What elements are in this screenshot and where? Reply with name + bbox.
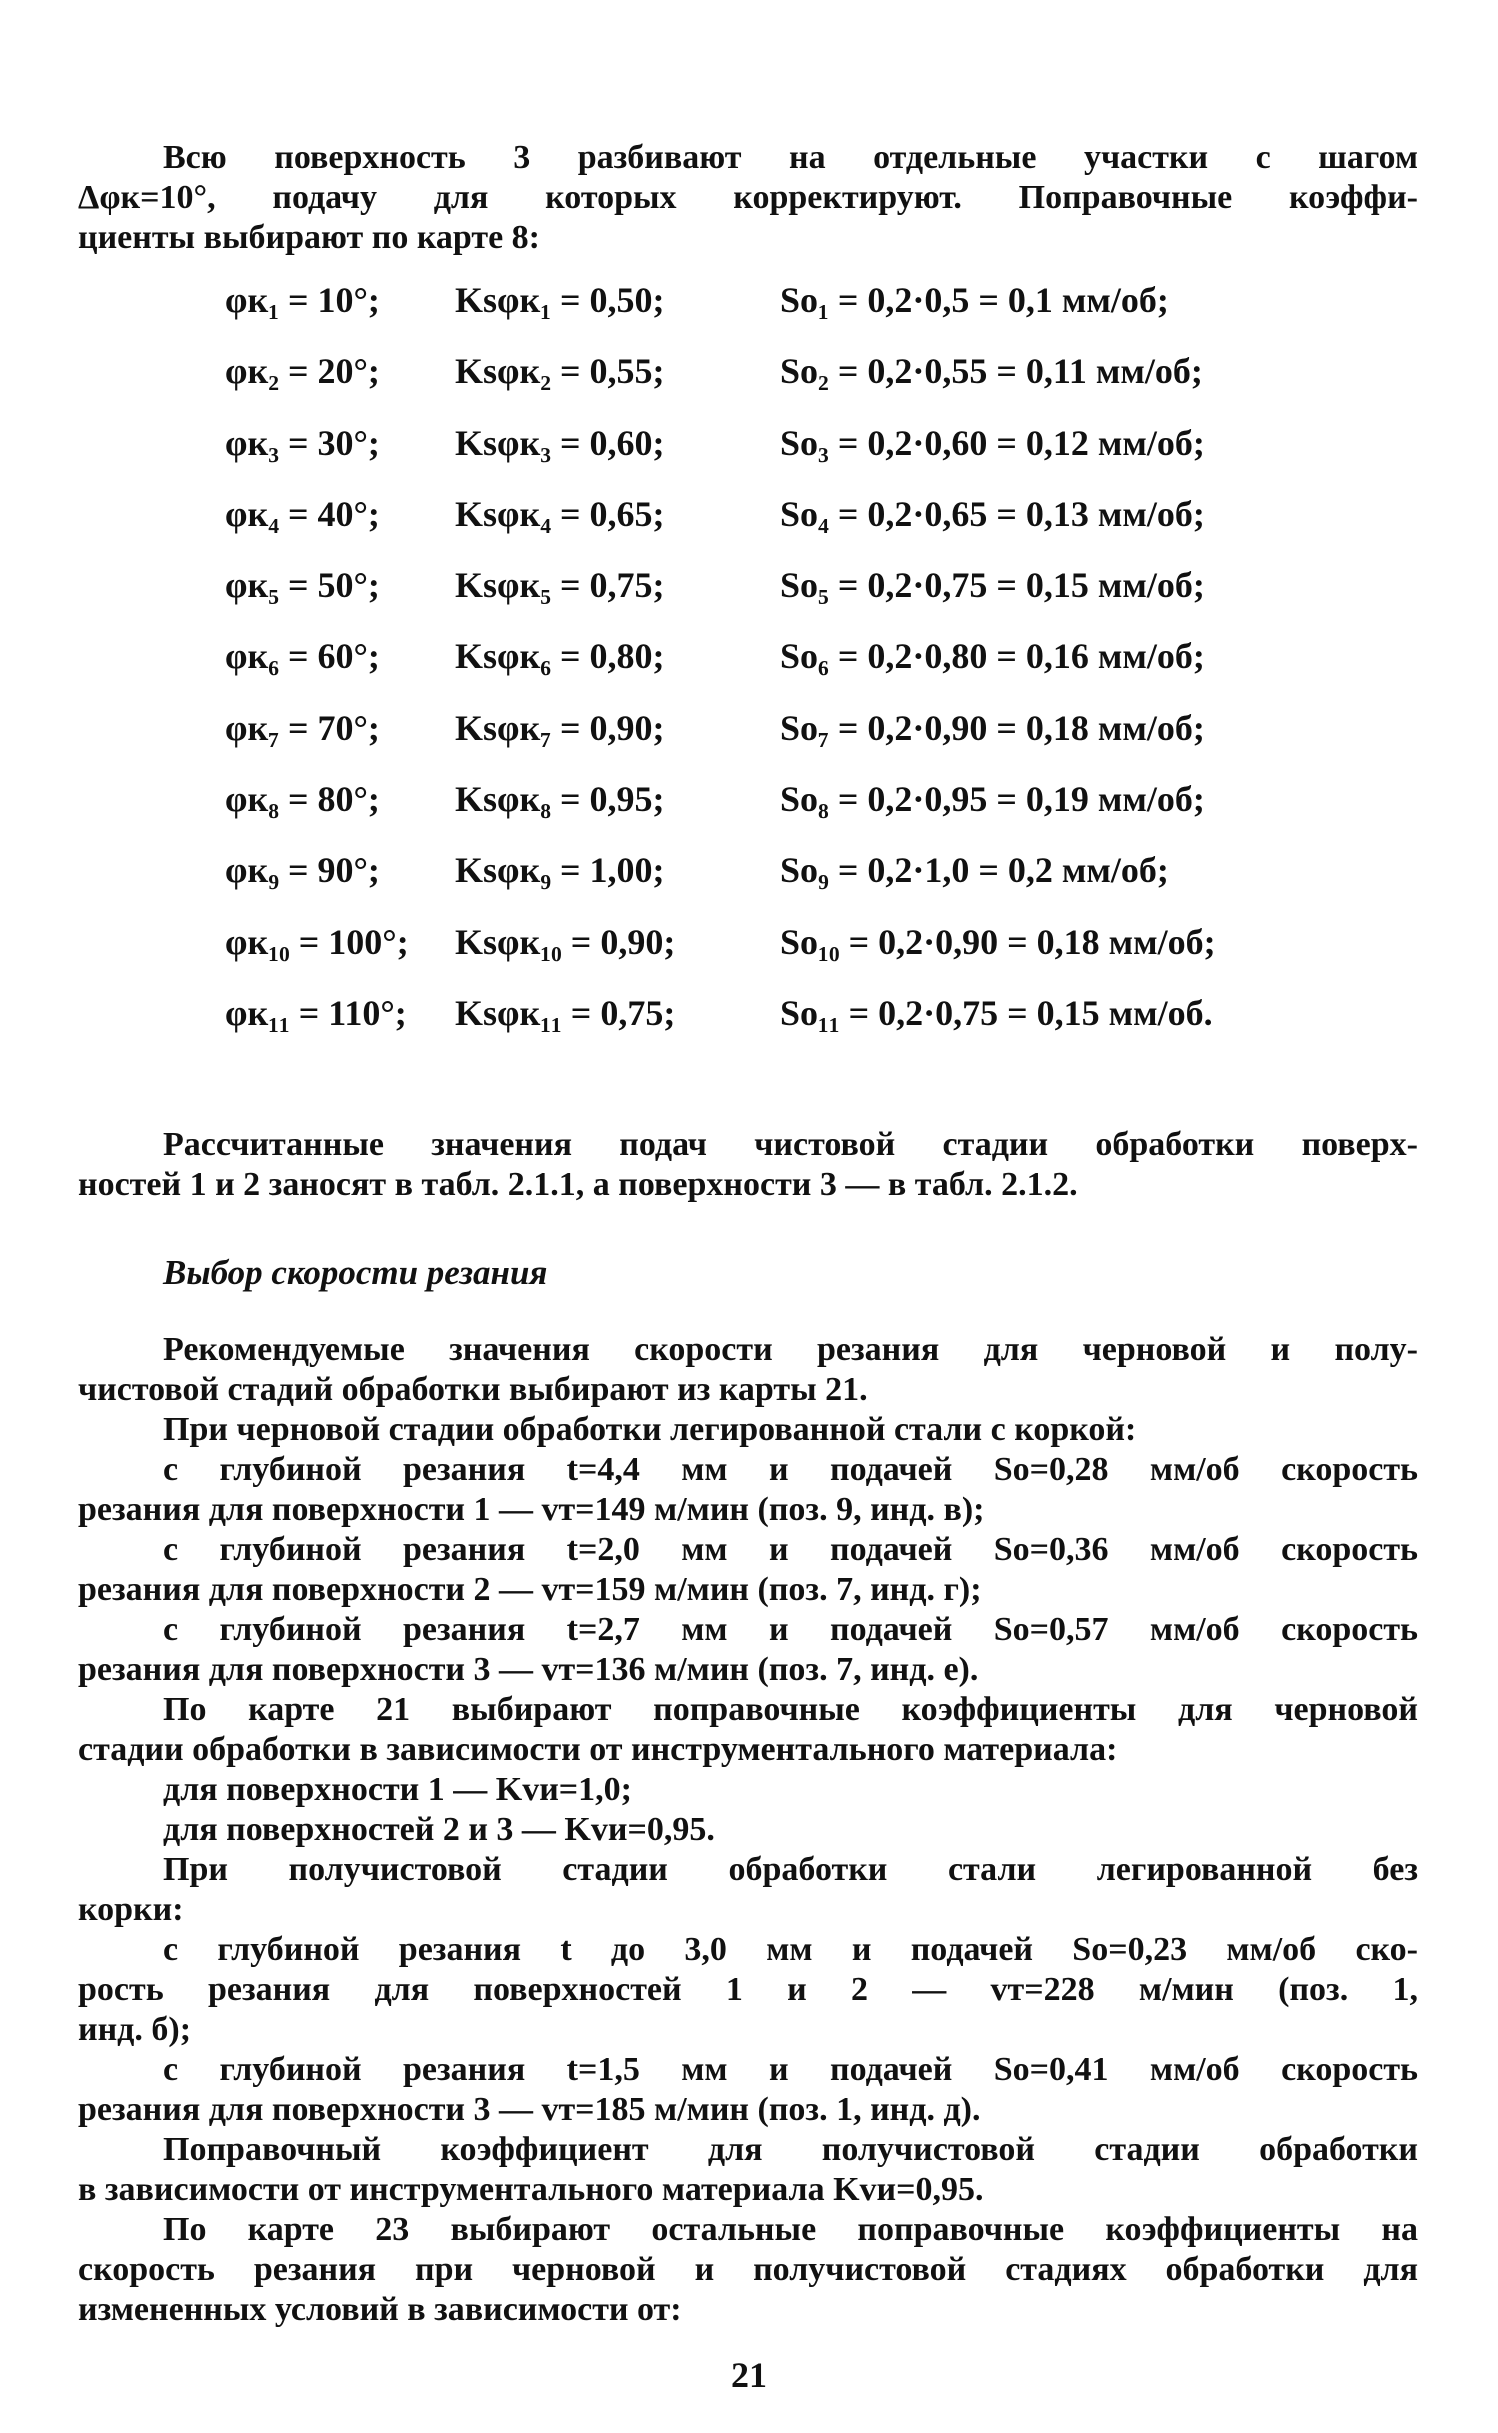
page-number: 21: [731, 2355, 767, 2395]
formula-angle: φк₃ = 30°;: [225, 422, 380, 463]
formula-ks: Ksφк₉ = 1,00;: [455, 850, 665, 891]
calc-line-2: ностей 1 и 2 заносят в табл. 2.1.1, а поверхности 3 — в табл. 2.1.2.: [78, 1166, 1078, 1203]
formula-s: Sо₃ = 0,2·0,60 = 0,12 мм/об;: [780, 422, 1205, 463]
body-line: в зависимости от инструментального материала Kvи=0,95.: [78, 2171, 984, 2208]
body-line: резания для поверхности 1 — vт=149 м/мин (поз. 9, инд. в);: [78, 1491, 985, 1528]
body-line: чистовой стадий обработки выбирают из карты 21.: [78, 1371, 868, 1408]
body-line: с глубиной резания t=2,0 мм и подачей Sо=0,36 мм/об скорость: [163, 1531, 1418, 1568]
formula-angle: φк₉ = 90°;: [225, 850, 380, 891]
formula-angle: φк₄ = 40°;: [225, 493, 380, 534]
body-line: рость резания для поверхностей 1 и 2 — vт=228 м/мин (поз. 1,: [78, 1971, 1418, 2008]
body-line: резания для поверхности 3 — vт=185 м/мин (поз. 1, инд. д).: [78, 2091, 981, 2128]
formula-s: Sо₈ = 0,2·0,95 = 0,19 мм/об;: [780, 779, 1205, 820]
body-line: При черновой стадии обработки легированной стали с коркой:: [163, 1411, 1137, 1448]
formula-angle: φк₈ = 80°;: [225, 779, 380, 820]
formula-ks: Ksφк₇ = 0,90;: [455, 707, 665, 748]
formula-row: [225, 850, 1425, 921]
formula-s: Sо₁₁ = 0,2·0,75 = 0,15 мм/об.: [780, 992, 1213, 1033]
section-heading: Выбор скорости резания: [163, 1253, 548, 1292]
intro-line-3: циенты выбирают по карте 8:: [78, 219, 540, 256]
intro-paragraph: [78, 138, 1418, 258]
formula-ks: Ksφк₁₁ = 0,75;: [455, 992, 676, 1033]
body-line: измененных условий в зависимости от:: [78, 2291, 682, 2328]
body-line: Рекомендуемые значения скорости резания для черновой и полу-: [163, 1331, 1418, 1368]
body-line: с глубиной резания t=2,7 мм и подачей Sо=0,57 мм/об скорость: [163, 1611, 1418, 1648]
body-line: с глубиной резания t=1,5 мм и подачей Sо=0,41 мм/об скорость: [163, 2051, 1418, 2088]
formula-ks: Ksφк₃ = 0,60;: [455, 422, 665, 463]
formula-angle: φк₁₁ = 110°;: [225, 992, 407, 1033]
formula-s: Sо₇ = 0,2·0,90 = 0,18 мм/об;: [780, 707, 1205, 748]
formula-angle: φк₂ = 20°;: [225, 351, 380, 392]
calc-line-1: Рассчитанные значения подач чистовой стадии обработки поверх-: [163, 1126, 1418, 1163]
formula-ks: Ksφк₆ = 0,80;: [455, 636, 665, 677]
calc-paragraph: [78, 1125, 1418, 1205]
body-line: стадии обработки в зависимости от инструментального материала:: [78, 1731, 1118, 1768]
body-line: с глубиной резания t=4,4 мм и подачей Sо=0,28 мм/об скорость: [163, 1451, 1418, 1488]
body-line: скорость резания при черновой и получистовой стадиях обработки для: [78, 2251, 1418, 2288]
formula-s: Sо₄ = 0,2·0,65 = 0,13 мм/об;: [780, 493, 1205, 534]
formula-ks: Ksφк₄ = 0,65;: [455, 493, 665, 534]
formula-row: [225, 922, 1425, 993]
formula-angle: φк₁₀ = 100°;: [225, 921, 409, 962]
formula-ks: Ksφк₁ = 0,50;: [455, 280, 665, 320]
formula-s: Sо₂ = 0,2·0,55 = 0,11 мм/об;: [780, 351, 1203, 392]
formula-s: Sо₁₀ = 0,2·0,90 = 0,18 мм/об;: [780, 921, 1216, 962]
formula-row: [225, 993, 1425, 1064]
body-line: инд. б);: [78, 2011, 192, 2048]
body-line: По карте 23 выбирают остальные поправочные коэффициенты на: [163, 2211, 1418, 2248]
formula-row: [225, 779, 1425, 850]
formula-row: [225, 280, 1425, 351]
formula-ks: Ksφк₈ = 0,95;: [455, 779, 665, 820]
body-line: При получистовой стадии обработки стали легированной без: [163, 1851, 1418, 1888]
body-line: резания для поверхности 3 — vт=136 м/мин (поз. 7, инд. е).: [78, 1651, 979, 1688]
formula-s: Sо₆ = 0,2·0,80 = 0,16 мм/об;: [780, 636, 1205, 677]
body-line: для поверхности 1 — Kvи=1,0;: [163, 1771, 632, 1808]
formula-row: [225, 423, 1425, 494]
body-line: с глубиной резания t до 3,0 мм и подачей Sо=0,23 мм/об ско-: [163, 1931, 1418, 1968]
body-line: резания для поверхности 2 — vт=159 м/мин (поз. 7, инд. г);: [78, 1571, 982, 1608]
formula-ks: Ksφк₂ = 0,55;: [455, 351, 665, 392]
formula-row: [225, 708, 1425, 779]
body-line: корки:: [78, 1891, 184, 1928]
formula-ks: Ksφк₅ = 0,75;: [455, 565, 665, 606]
formula-s: Sо₅ = 0,2·0,75 = 0,15 мм/об;: [780, 565, 1205, 606]
body-line: Поправочный коэффициент для получистовой стадии обработки: [163, 2131, 1418, 2168]
formula-list: [225, 280, 1425, 1064]
formula-s: Sо₁ = 0,2·0,5 = 0,1 мм/об;: [780, 280, 1169, 320]
formula-row: [225, 494, 1425, 565]
formula-ks: Ksφк₁₀ = 0,90;: [455, 921, 676, 962]
body-text: [78, 1330, 1418, 2330]
formula-angle: φк₅ = 50°;: [225, 565, 380, 606]
formula-angle: φк₁ = 10°;: [225, 280, 380, 320]
intro-line-2: Δφк=10°, подачу для которых корректируют. Поправочные коэффи-: [78, 179, 1418, 216]
intro-line-1: Всю поверхность 3 разбивают на отдельные участки с шагом: [163, 139, 1418, 176]
formula-row: [225, 565, 1425, 636]
formula-angle: φк₇ = 70°;: [225, 707, 380, 748]
body-line: для поверхностей 2 и 3 — Kvи=0,95.: [163, 1811, 715, 1848]
formula-row: [225, 636, 1425, 707]
formula-angle: φк₆ = 60°;: [225, 636, 380, 677]
body-line: По карте 21 выбирают поправочные коэффициенты для черновой: [163, 1691, 1418, 1728]
formula-row: [225, 351, 1425, 422]
formula-s: Sо₉ = 0,2·1,0 = 0,2 мм/об;: [780, 850, 1169, 891]
